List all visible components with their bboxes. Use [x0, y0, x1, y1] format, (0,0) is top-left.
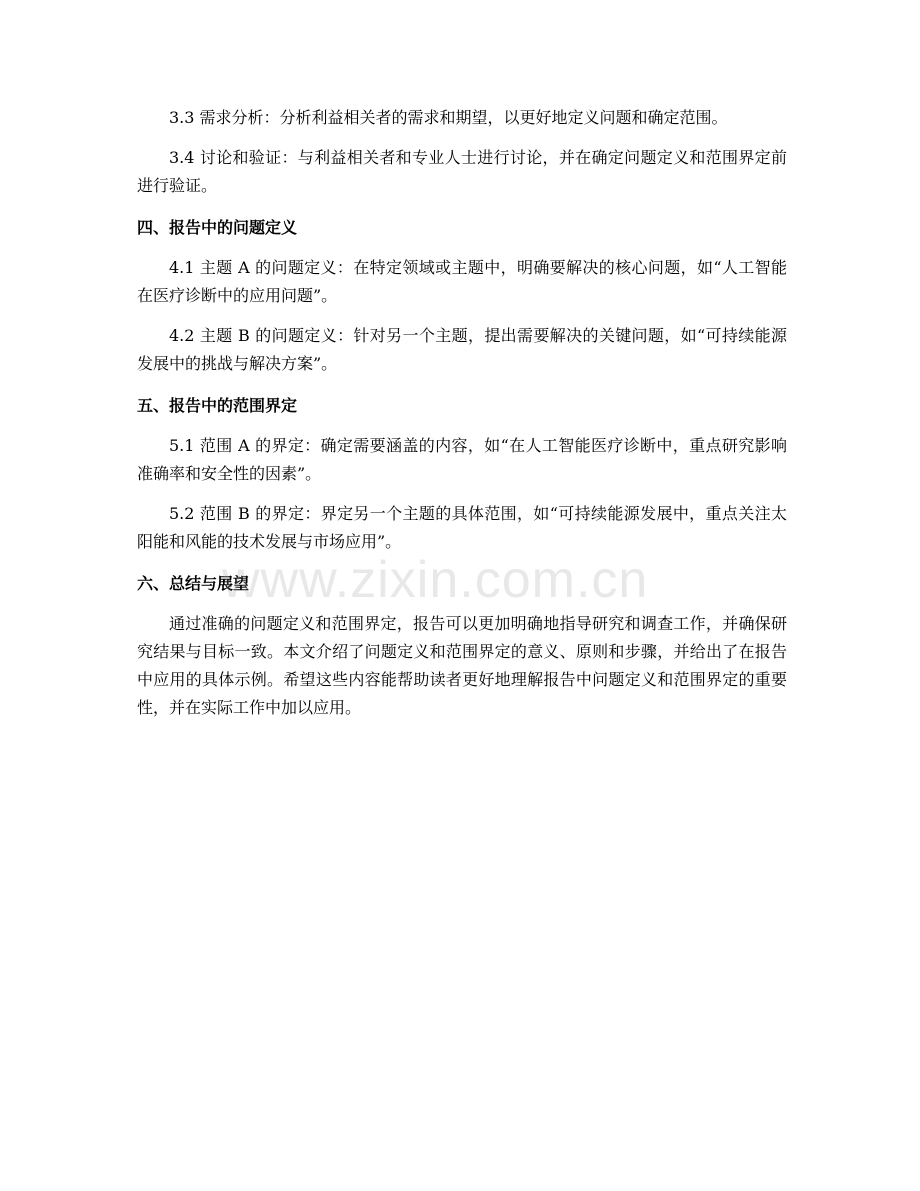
paragraph-4-2: 4.2 主题 B 的问题定义：针对另一个主题，提出需要解决的关键问题，如“可持续能源发展中的挑战与解决方案”。 — [137, 326, 787, 373]
paragraph-3-3: 3.3 需求分析：分析利益相关者的需求和期望，以更好地定义问题和确定范围。 — [169, 108, 728, 127]
paragraph-5-2: 5.2 范围 B 的界定：界定另一个主题的具体范围，如“可持续能源发展中，重点关注太阳能和风能的技术发展与市场应用”。 — [137, 504, 787, 551]
section-heading-6: 六、总结与展望 — [137, 574, 250, 593]
paragraph-5-1: 5.1 范围 A 的界定：确定需要涵盖的内容，如“在人工智能医疗诊断中，重点研究影响准确率和安全性的因素”。 — [137, 436, 787, 483]
paragraph-4-1: 4.1 主题 A 的问题定义：在特定领域或主题中，明确要解决的核心问题，如“人工智能在医疗诊断中的应用问题”。 — [137, 258, 787, 305]
paragraph-summary: 通过准确的问题定义和范围界定，报告可以更加明确地指导研究和调查工作，并确保研究结果与目标一致。本文介绍了问题定义和范围界定的意义、原则和步骤，并给出了在报告中应用的具体示例。希望这些内容能帮助读者更好地理解报告中问题定义和范围界定的重要性，并在实际工作中加以应用。 — [137, 614, 787, 717]
paragraph-3-4: 3.4 讨论和验证：与利益相关者和专业人士进行讨论，并在确定问题定义和范围界定前进行验证。 — [137, 148, 787, 195]
section-heading-5: 五、报告中的范围界定 — [137, 396, 298, 415]
watermark-text: www.zixin.com.cn — [222, 551, 649, 609]
section-heading-4: 四、报告中的问题定义 — [137, 218, 298, 237]
document-body — [137, 104, 787, 722]
